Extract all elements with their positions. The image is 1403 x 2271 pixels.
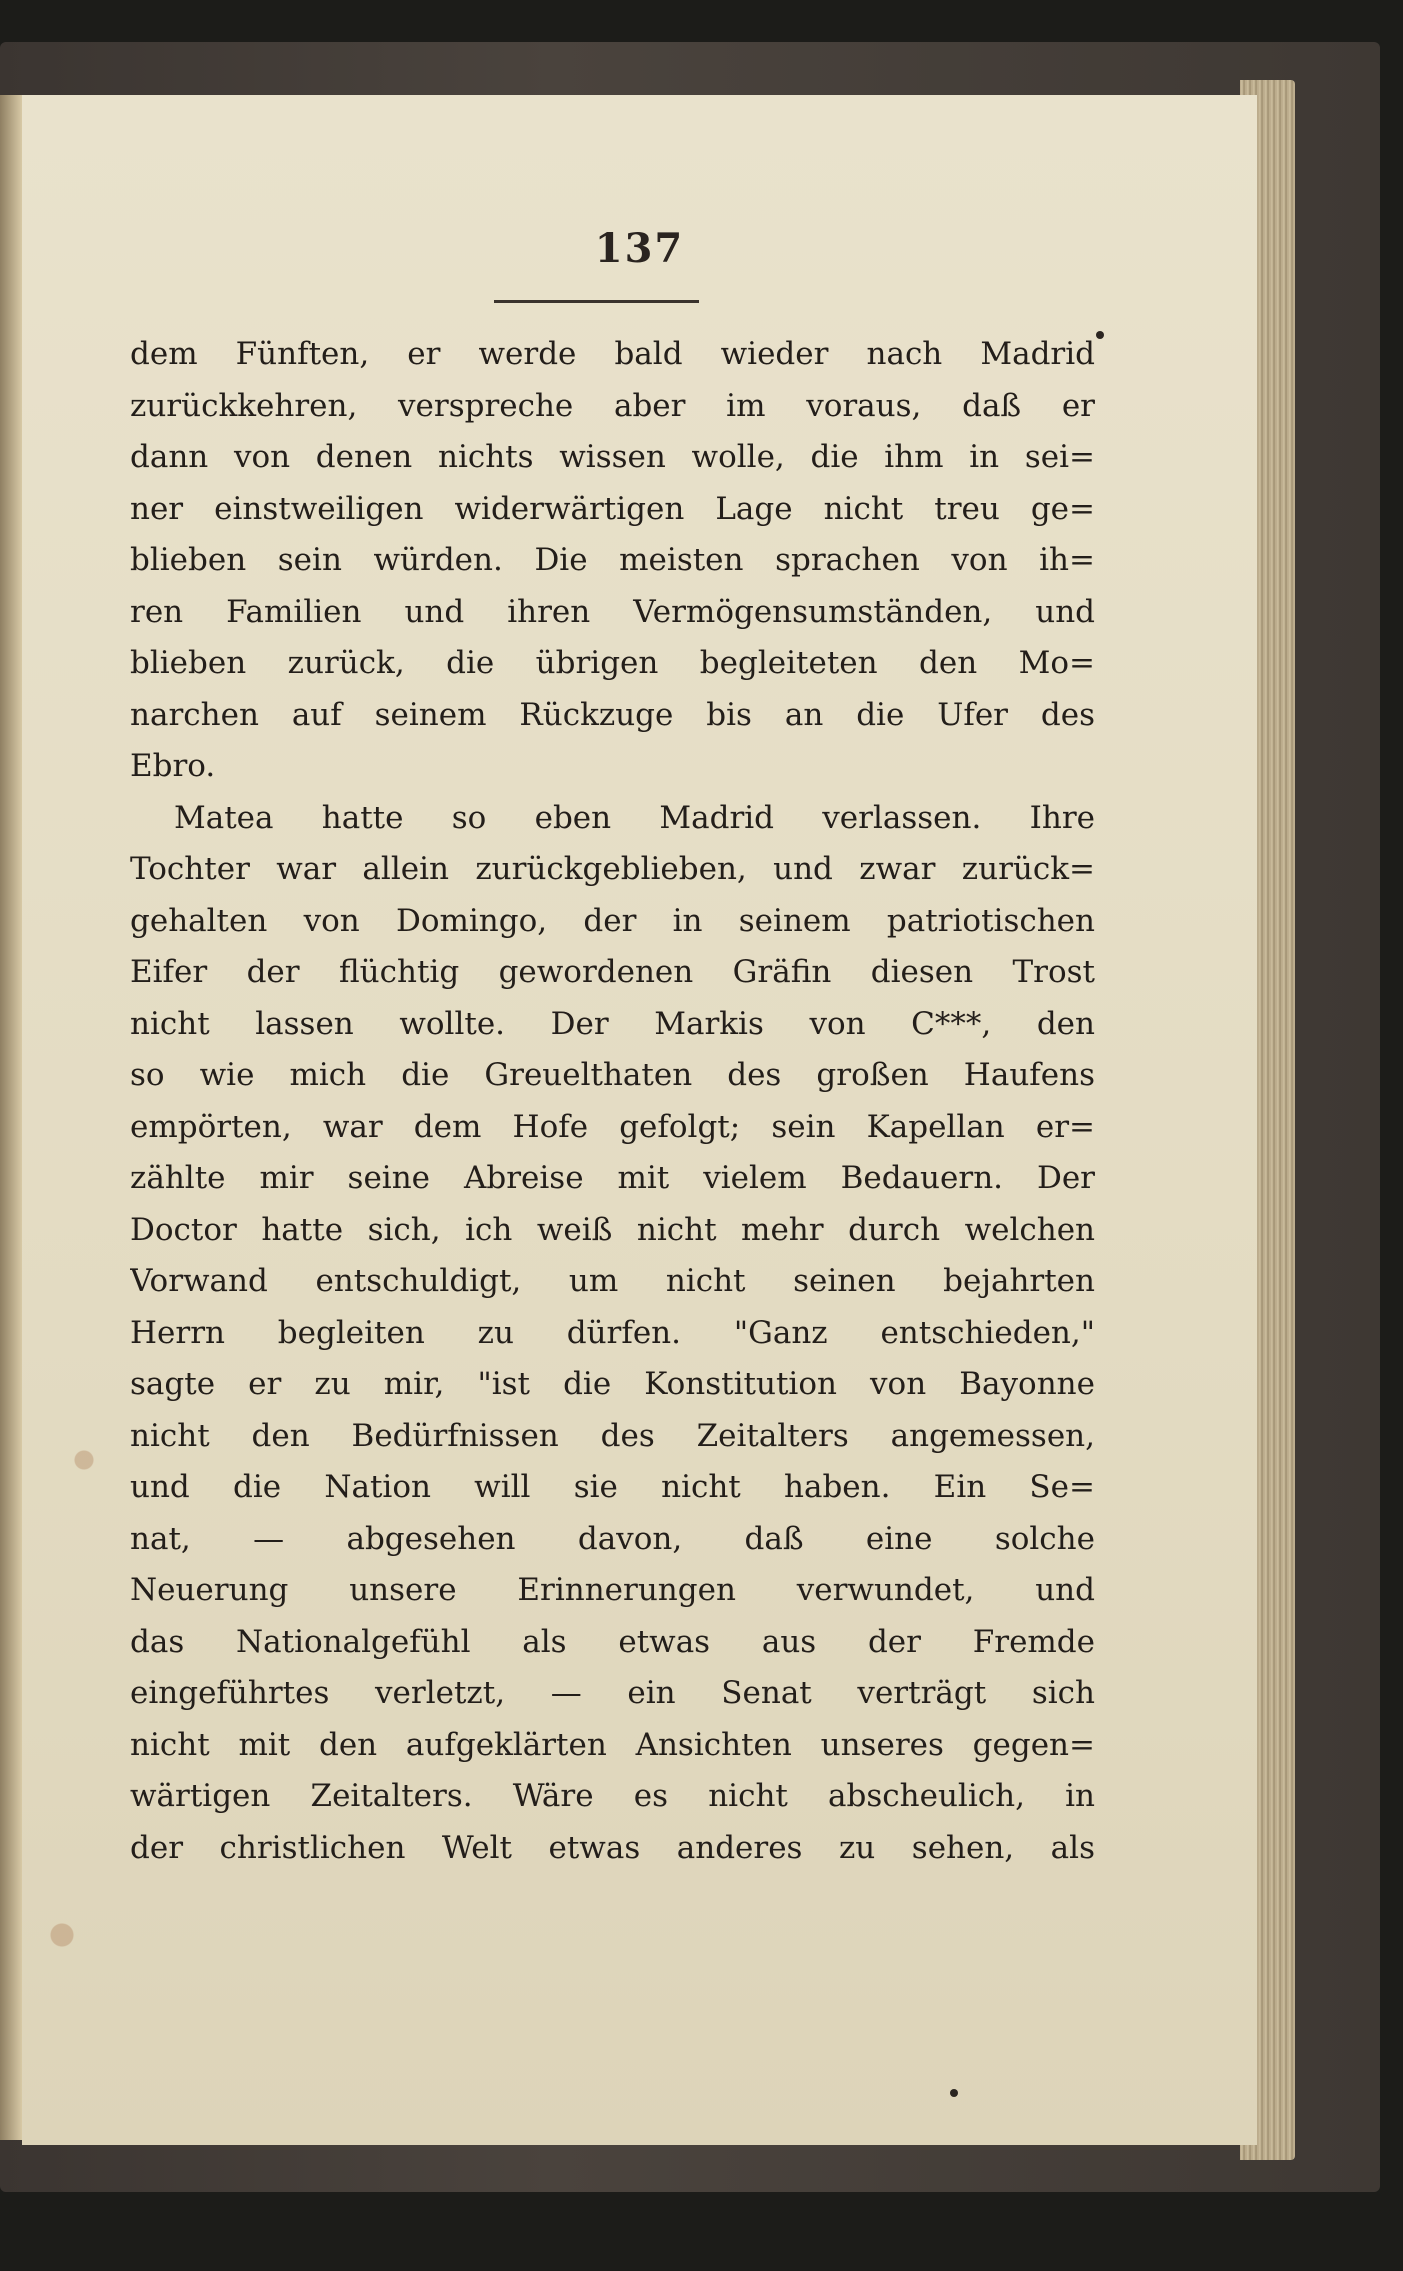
text-line: empörten, war dem Hofe gefolgt; sein Kapellan er= — [130, 1108, 1095, 1145]
book-page — [22, 95, 1257, 2145]
text-line: eingeführtes verletzt, — ein Senat verträgt sich — [130, 1675, 1095, 1711]
paragraph-start-line: Matea hatte so eben Madrid verlassen. Ihre — [174, 799, 1095, 836]
body-text — [130, 329, 1095, 1874]
text-line: dann von denen nichts wissen wolle, die ihm in sei= — [130, 439, 1095, 475]
text-line: dem Fünften, er werde bald wieder nach Madrid — [130, 336, 1095, 372]
text-line: Vorwand entschuldigt, um nicht seinen bejahrten — [130, 1263, 1095, 1299]
text-line: ner einstweiligen widerwärtigen Lage nicht treu ge= — [130, 490, 1095, 527]
text-line: nat, — abgesehen davon, daß eine solche — [130, 1520, 1095, 1557]
text-line: Neuerung unsere Erinnerungen verwundet, und — [130, 1572, 1095, 1608]
text-line: der christlichen Welt etwas anderes zu sehen, als — [130, 1829, 1095, 1866]
text-line: und die Nation will sie nicht haben. Ein Se= — [130, 1469, 1095, 1505]
previous-page-edge — [0, 95, 22, 2140]
text-line: das Nationalgefühl als etwas aus der Fremde — [130, 1623, 1095, 1660]
ink-speck — [950, 2089, 958, 2097]
text-line: Eifer der flüchtig gewordenen Gräfin diesen Trost — [130, 954, 1095, 990]
text-line: gehalten von Domingo, der in seinem patriotischen — [130, 902, 1095, 939]
text-line: blieben sein würden. Die meisten sprachen von ih= — [130, 542, 1095, 578]
text-line: blieben zurück, die übrigen begleiteten den Mo= — [130, 645, 1095, 681]
text-line: nicht den Bedürfnissen des Zeitalters angemessen, — [130, 1417, 1095, 1454]
header-rule — [494, 300, 699, 303]
text-line: Tochter war allein zurückgeblieben, und zwar zurück= — [130, 851, 1095, 887]
text-line: Doctor hatte sich, ich weiß nicht mehr durch welchen — [130, 1211, 1095, 1248]
text-line: Ebro. — [130, 748, 216, 784]
text-line: nicht lassen wollte. Der Markis von C***, den — [130, 1005, 1095, 1042]
text-line: zählte mir seine Abreise mit vielem Bedauern. Der — [130, 1160, 1095, 1196]
text-line: Herrn begleiten zu dürfen. "Ganz entschieden," — [130, 1314, 1095, 1351]
text-line: so wie mich die Greuelthaten des großen Haufens — [130, 1057, 1095, 1093]
text-line: nicht mit den aufgeklärten Ansichten unseres gegen= — [130, 1726, 1095, 1763]
ink-speck — [1096, 331, 1104, 339]
page-number: 137 — [594, 225, 685, 272]
text-line: zurückkehren, verspreche aber im voraus, daß er — [130, 387, 1095, 424]
text-line: sagte er zu mir, "ist die Konstitution von Bayonne — [130, 1366, 1095, 1402]
text-line: ren Familien und ihren Vermögensumständen, und — [130, 593, 1095, 630]
text-line: wärtigen Zeitalters. Wäre es nicht abscheulich, in — [130, 1778, 1095, 1814]
text-line: narchen auf seinem Rückzuge bis an die Ufer des — [130, 696, 1095, 733]
